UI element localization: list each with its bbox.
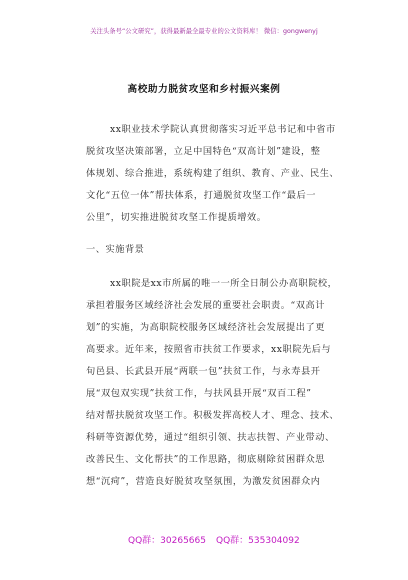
footer-qq-group-1: QQ群：30265665 (128, 536, 206, 546)
page-footer (0, 533, 408, 547)
paragraph-line: 展“双包双实现”扶贫工作，与扶风县开展“双百工程” (86, 388, 312, 399)
paragraph-line: xx职业技术学院认真贯彻落实习近平总书记和中省市 (110, 124, 336, 135)
paragraph-line: 科研等资源优势，通过“组织引领、扶志扶智、产业带动、 (86, 432, 335, 443)
paragraph-line: 公里”，切实推进脱贫攻坚工作提质增效。 (86, 212, 267, 223)
paragraph-line: 旬邑县、长武县开展“两联一包”扶贫工作，与永寿县开 (86, 366, 321, 377)
section-heading: 一、实施背景 (86, 244, 145, 255)
paragraph-line: 文化“五位一体”帮扶体系，打通脱贫攻坚工作“最后一 (86, 190, 316, 201)
paragraph-line: 脱贫攻坚决策部署，立足中国特色“双高计划”建设，整 (86, 146, 321, 157)
paragraph-line: xx职院是xx市所属的唯一一所全日制公办高职院校， (110, 278, 338, 289)
document-title: 高校助力脱贫攻坚和乡村振兴案例 (127, 84, 281, 95)
paragraph-line: 高要求。近年来，按照省市扶贫工作要求，xx职院先后与 (86, 344, 332, 355)
paragraph-line: 改善民生、文化帮扶”的工作思路，彻底剔除贫困群众思 (86, 454, 325, 465)
promo-banner: 关注头条号“公文研究”，获得最新最全最专业的公文资料库！ 微信：gongwenyj (90, 28, 318, 35)
paragraph-line: 结对帮扶脱贫攻坚工作。积极发挥高校人才、理念、技术、 (86, 410, 340, 421)
paragraph-line: 划”的实施，为高职院校服务区域经济社会发展提出了更 (86, 322, 325, 333)
paragraph-line: 想“沉疴”，营造良好脱贫攻坚氛围，为激发贫困群众内 (86, 476, 321, 487)
paragraph-line: 体规划、综合推进，系统构建了组织、教育、产业、民生、 (86, 168, 340, 179)
footer-qq-group-2: QQ群：535304092 (216, 536, 300, 546)
paragraph-line: 承担着服务区域经济社会发展的重要社会职责。“双高计 (86, 300, 325, 311)
